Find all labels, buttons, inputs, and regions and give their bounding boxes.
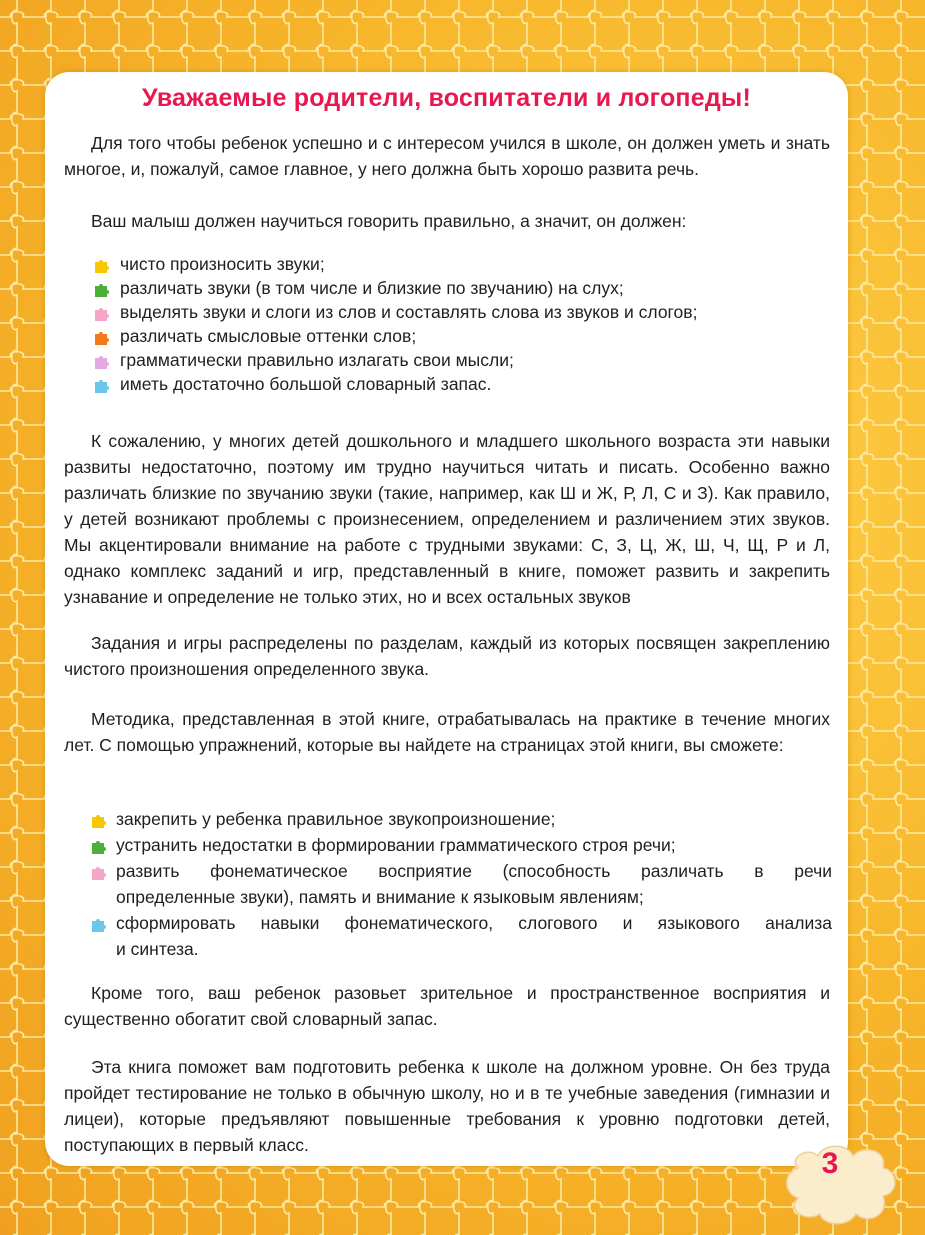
puzzle-piece-icon xyxy=(89,837,107,855)
content-panel xyxy=(45,72,848,1166)
puzzle-piece-icon xyxy=(92,352,110,370)
outcomes-list xyxy=(89,806,832,962)
list-item: чисто произносить звуки; xyxy=(92,252,832,276)
closing-paragraph-7: Эта книга поможет вам подготовить ребенка к школе на должном уровне. Он без труда пройдет тестирование не только в обычную школу, но и в те учебные заведения (гимназии и лицеи), которые предъявляют повышенные требования к уровню подготовки детей, поступающих в первый класс. xyxy=(64,1057,830,1155)
puzzle-piece-icon xyxy=(92,280,110,298)
puzzle-piece-icon xyxy=(92,256,110,274)
intro-paragraph-2: Ваш малыш должен научиться говорить правильно, а значит, он должен: xyxy=(91,211,687,231)
puzzle-piece-icon xyxy=(92,328,110,346)
intro-paragraph: Для того чтобы ребенок успешно и с интересом учился в школе, он должен уметь и знать многое, и, пожалуй, самое главное, у него должна быть хорошо развита речь. xyxy=(64,133,830,179)
list-item: грамматически правильно излагать свои мысли; xyxy=(92,348,832,372)
skills-list xyxy=(92,252,832,396)
list-item-continuation: и синтеза. xyxy=(116,939,199,959)
puzzle-piece-icon xyxy=(89,811,107,829)
puzzle-piece-icon xyxy=(89,863,107,881)
list-item: различать смысловые оттенки слов; xyxy=(92,324,832,348)
list-item: иметь достаточно большой словарный запас. xyxy=(92,372,832,396)
puzzle-piece-icon xyxy=(92,304,110,322)
list-item: закрепить у ребенка правильное звукопроизношение; xyxy=(89,806,832,832)
list-item: выделять звуки и слоги из слов и составлять слова из звуков и слогов; xyxy=(92,300,832,324)
body-paragraph-5: Методика, представленная в этой книге, отрабатывалась на практике в течение многих лет. С помощью упражнений, которые вы найдете на страницах этой книги, вы сможете: xyxy=(64,709,830,755)
puzzle-piece-icon xyxy=(92,376,110,394)
list-item: развить фонематическое восприятие (способность различать в речи xyxy=(89,858,832,884)
list-item: различать звуки (в том числе и близкие по звучанию) на слух; xyxy=(92,276,832,300)
puzzle-piece-icon xyxy=(89,915,107,933)
list-item: сформировать навыки фонематического, слогового и языкового анализа xyxy=(89,910,832,936)
closing-paragraph-6: Кроме того, ваш ребенок разовьет зрительное и пространственное восприятия и существенно обогатит свой словарный запас. xyxy=(64,983,830,1029)
body-paragraph-3: К сожалению, у многих детей дошкольного и младшего школьного возраста эти навыки развиты недостаточно, поэтому им трудно научиться читать и писать. Особенно важно различать близкие по звучанию звуки (такие, например, как Ш и Ж, Р, Л, С и З). Как правило, у детей возникают проблемы с произнесением, определением и различением этих звуков. Мы акцентировали внимание на работе с трудными звуками: С, З, Ц, Ж, Ш, Ч, Щ, Р и Л, однако комплекс заданий и игр, представленный в книге, поможет развить и закрепить узнавание и определение не только этих, но и всех остальных звуков xyxy=(64,431,830,607)
page-title: Уважаемые родители, воспитатели и логопеды! xyxy=(142,84,751,112)
body-paragraph-4: Задания и игры распределены по разделам, каждый из которых посвящен закреплению чистого произношения определенного звука. xyxy=(64,633,830,679)
page-number: 3 xyxy=(821,1147,839,1180)
list-item: устранить недостатки в формировании грамматического строя речи; xyxy=(89,832,832,858)
list-item-continuation: определенные звуки), память и внимание к языковым явлениям; xyxy=(116,887,644,907)
